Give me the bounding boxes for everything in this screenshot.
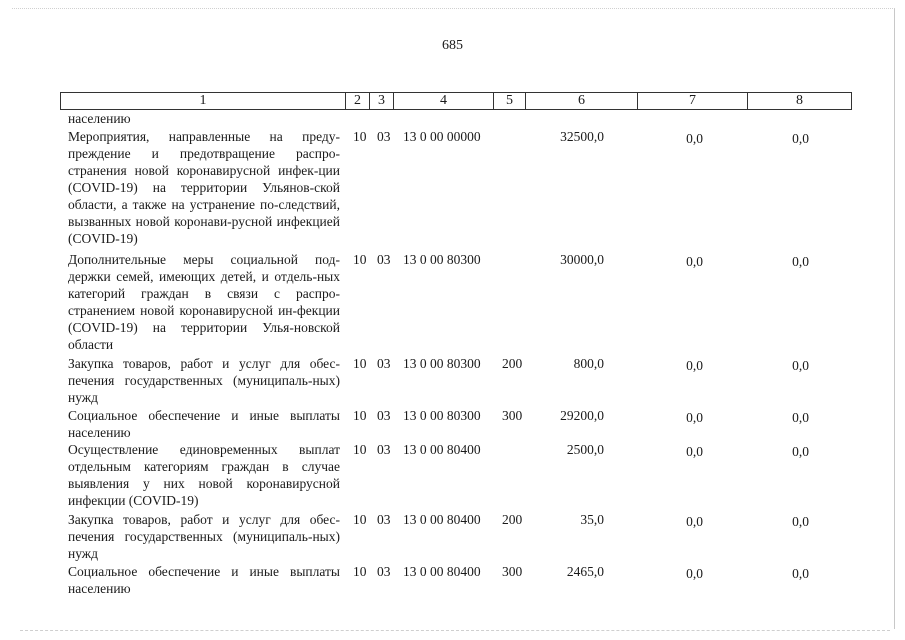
row-amount-col7: 0,0 <box>686 358 703 373</box>
row-description: Мероприятия, направленные на преду-преждение и предотвращение распро-странения новой коронавирусной инфек-ции (COVID-19) на территории Ульянов-ской области, а также на устранение по-следствий, вызванных новой коронави-русной инфекцией (COVID-19) <box>68 129 340 246</box>
row-description: Осуществление единовременных выплат отдельным категориям граждан в случае выявления у них новой коронавирусной инфекции (COVID-19) <box>68 442 340 508</box>
row-code-target: 13 0 00 80300 <box>403 408 481 423</box>
row-code-target: 13 0 00 80300 <box>403 252 481 267</box>
row-amount-col7: 0,0 <box>686 566 703 581</box>
row-code-section: 10 <box>353 442 367 457</box>
row-amount-col6: 35,0 <box>580 512 604 527</box>
row-code-target: 13 0 00 00000 <box>403 129 481 144</box>
page-number: 685 <box>442 38 463 53</box>
row-amount-col8: 0,0 <box>792 410 809 425</box>
row-code-section: 10 <box>353 356 367 371</box>
row-amount-col8: 0,0 <box>792 131 809 146</box>
row-code-subsection: 03 <box>377 408 391 423</box>
row-code-target: 13 0 00 80400 <box>403 512 481 527</box>
row-code-section: 10 <box>353 408 367 423</box>
row-amount-col7: 0,0 <box>686 410 703 425</box>
header-col-1: 1 <box>61 93 346 109</box>
row-amount-col6: 800,0 <box>573 356 604 371</box>
row-code-expense-type: 300 <box>502 408 523 423</box>
row-amount-col6: 2465,0 <box>566 564 604 579</box>
row-code-target: 13 0 00 80400 <box>403 564 481 579</box>
row-code-subsection: 03 <box>377 512 391 527</box>
row-amount-col7: 0,0 <box>686 514 703 529</box>
row-amount-col8: 0,0 <box>792 514 809 529</box>
row-code-subsection: 03 <box>377 129 391 144</box>
row-amount-col7: 0,0 <box>686 131 703 146</box>
row-code-section: 10 <box>353 252 367 267</box>
row-amount-col7: 0,0 <box>686 444 703 459</box>
row-amount-col6: 32500,0 <box>560 129 604 144</box>
row-amount-col6: 30000,0 <box>560 252 604 267</box>
row-code-section: 10 <box>353 129 367 144</box>
row-code-expense-type: 300 <box>502 564 523 579</box>
row-amount-col8: 0,0 <box>792 358 809 373</box>
scan-edge <box>20 630 890 631</box>
row-code-subsection: 03 <box>377 564 391 579</box>
header-col-4: 4 <box>394 93 494 109</box>
row-amount-col8: 0,0 <box>792 566 809 581</box>
row-description: Закупка товаров, работ и услуг для обес-печения государственных (муниципаль-ных) нужд <box>68 512 340 561</box>
row-amount-col8: 0,0 <box>792 254 809 269</box>
row-amount-col8: 0,0 <box>792 444 809 459</box>
row-code-subsection: 03 <box>377 252 391 267</box>
row-code-target: 13 0 00 80400 <box>403 442 481 457</box>
row-description: Социальное обеспечение и иные выплаты населению <box>68 408 340 440</box>
row-code-subsection: 03 <box>377 356 391 371</box>
row-code-target: 13 0 00 80300 <box>403 356 481 371</box>
row-description: Закупка товаров, работ и услуг для обес-печения государственных (муниципаль-ных) нужд <box>68 356 340 405</box>
row-description: Социальное обеспечение и иные выплаты населению <box>68 564 340 596</box>
row-code-section: 10 <box>353 512 367 527</box>
row-amount-col6: 2500,0 <box>566 442 604 457</box>
header-col-2: 2 <box>346 93 370 109</box>
table-header <box>60 92 852 110</box>
row-amount-col6: 29200,0 <box>560 408 604 423</box>
row-code-subsection: 03 <box>377 442 391 457</box>
row-description: Дополнительные меры социальной под-держки семей, имеющих детей, и отдель-ных категорий граждан в связи с распро-странением новой коронавирусной ин-фекции (COVID-19) на территории Улья-новской области <box>68 252 340 352</box>
header-col-7: 7 <box>638 93 748 109</box>
header-col-3: 3 <box>370 93 394 109</box>
continuation-text: населению <box>68 111 131 126</box>
row-code-expense-type: 200 <box>502 356 523 371</box>
header-col-8: 8 <box>796 93 803 108</box>
row-code-expense-type: 200 <box>502 512 523 527</box>
row-amount-col7: 0,0 <box>686 254 703 269</box>
row-code-section: 10 <box>353 564 367 579</box>
header-col-6: 6 <box>526 93 638 109</box>
header-col-5: 5 <box>494 93 526 109</box>
